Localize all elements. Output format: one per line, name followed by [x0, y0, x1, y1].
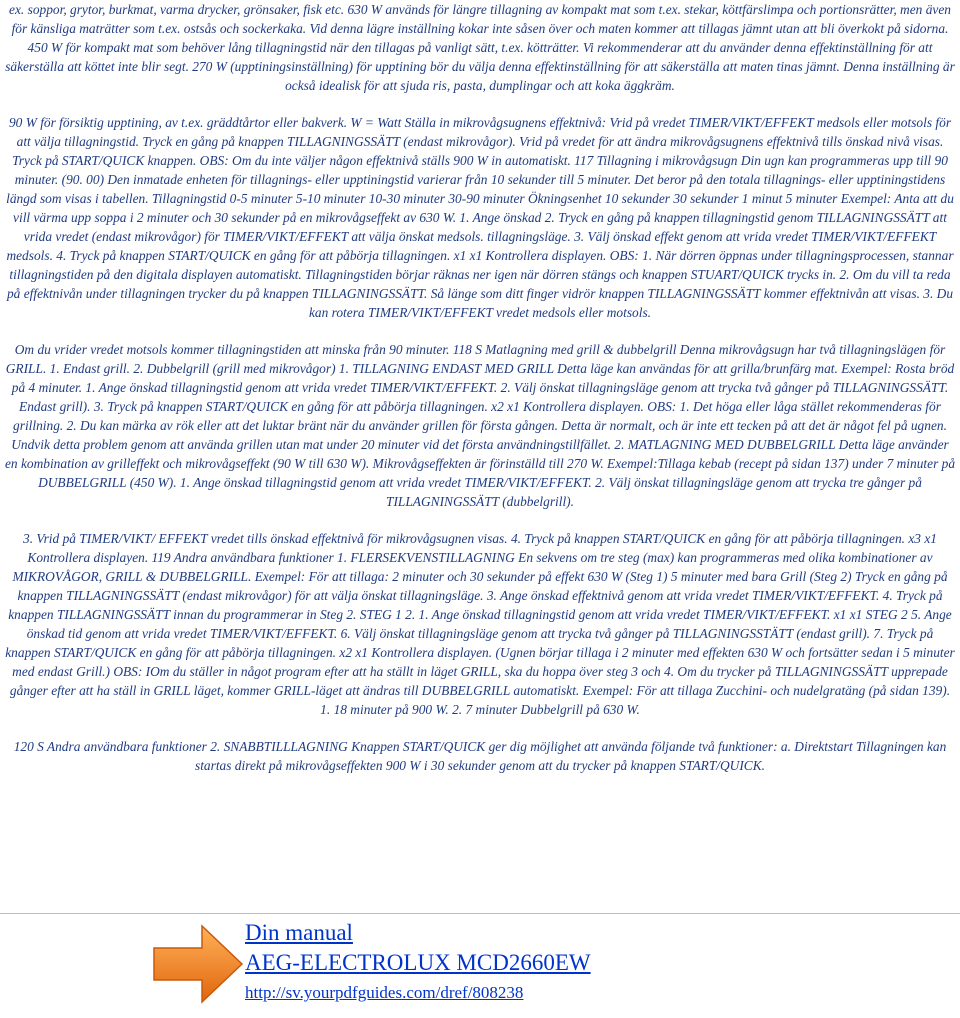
manual-link[interactable]: Din manual — [245, 920, 353, 945]
paragraph-microwave-cooking: 90 W för försiktig upptining, av t.ex. gräddtårtor eller bakverk. W = Watt Ställa in mikrovågsugnens effektnivå: Vrid på vredet TIMER/VIKT/EFFEKT medsols eller motsols för att välja tillagningstid. Tryck en gång på knappen TILLAGNINGSSÄTT (endast mikrovågor). Vrid på vredet för att ändra mikrovågsugnens effektnivå tills önskad nivå visas. Tryck på START/QUICK knappen. OBS: Om du inte väljer någon effektnivå ställs 900 W in automatiskt. 117 Tillagning i mikrovågsugn Din ugn kan programmeras upp till 90 minuter. (90. 00) Den inmatade enheten för tillagnings- eller upptiningstid varierar från 10 sekunder till 5 minuter. Det beror på den totala tillagnings- eller upptiningstidens längd som visas i tabellen. Tillagningstid 0-5 minuter 5-10 minuter 10-30 minuter 30-90 minuter Ökningsenhet 10 sekunder 30 sekunder 1 minut 5 minuter Exempel: Anta att du vill värma upp soppa i 2 minuter och 30 sekunder på en mikrovågseffekt av 630 W. 1. Ange önskad 2. Tryck en gång på knappen tillagningstid genom TILLAGNINGSSÄTT att vrida vredet (endast mikrovågor) för TIMER/VIKT/EFFEKT att välja önskat medsols. tillagningsläge. 3. Välj önskad effekt genom att vrida vredet TIMER/VIKT/EFFEKT medsols. 4. Tryck på knappen START/QUICK en gång för att påbörja tillagningen. x1 x1 Kontrollera displayen. OBS: 1. När dörren öppnas under tillagningsprocessen, stannar tillagningstiden på den digitala displayen automatiskt. Tillagningstiden börjar räknas ner igen när dörren stängs och knappen STUART/QUICK trycks in. 2. Om du vill ta reda på effektnivån under tillagningen trycker du på knappen TILLAGNINGSSÄTT. Så länge som ditt finger vidrör knappen TILLAGNINGSSÄTT kommer effektnivån att visas. 3. Du kan rotera TIMER/VIKT/EFFEKT vredet medsols eller motsols. — [6, 115, 954, 320]
footer — [0, 913, 960, 1018]
download-arrow-icon — [150, 920, 245, 1005]
paragraph-quick-start: 120 S Andra användbara funktioner 2. SNABBTILLLAGNING Knappen START/QUICK ger dig möjlighet att använda följande två funktioner: a. Direktstart Tillagningen kan startas direkt på mikrovågseffekten 900 W i 30 sekunder genom att du trycker på knappen START/QUICK. — [13, 739, 947, 773]
paragraph-power-levels: ex. soppor, grytor, burkmat, varma drycker, grönsaker, fisk etc. 630 W används för längre tillagning av kompakt mat som t.ex. stekar, köttfärslimpa och portionsrätter, men även för känsliga maträtter som t.ex. ostsås och sockerkaka. Vid denna lägre inställning kokar inte såsen över och maten kommer att tillagas jämnt utan att bli överkokt på sidorna. 450 W för kompakt mat som behöver lång tillagningstid när den tillagas på vanligt sätt, t.ex. kötträtter. Vi rekommenderar att du använder denna effektinställning för att säkerställa att köttet inte blir segt. 270 W (upptiningsinställning) för upptining bör du välja denna effektinställning för att säkerställa att maten tinas jämnt. Denna inställning är också idealisk för att sjuda ris, pasta, dumplingar och att koka äggkräm. — [5, 2, 955, 93]
paragraph-multi-sequence: 3. Vrid på TIMER/VIKT/ EFFEKT vredet tills önskad effektnivå för mikrovågsugnen visas. 4. Tryck på knappen START/QUICK en gång för att påbörja tillagningen. x3 x1 Kontrollera displayen. 119 Andra användbara funktioner 1. FLERSEKVENSTILLAGNING En sekvens om tre steg (max) kan programmeras med olika kombinationer av MIKROVÅGOR, GRILL & DUBBELGRILL. Exempel: För att tillaga: 2 minuter och 30 sekunder på effekt 630 W (Steg 1) 5 minuter med bara Grill (Steg 2) Tryck en gång på knappen TILLAGNINGSSÄTT (endast mikrovågor) för att välja önskat tillagningsläge. 3. Ange önskad effektnivå genom att vrida vredet TIMER/VIKT/EFFEKT. 4. Tryck på knappen TILLAGNINGSSÄTT innan du programmerar in Steg 2. STEG 1 2. 1. Ange önskad tillagningstid genom att vrida vredet TIMER/VIKT/EFFEKT. x1 x1 STEG 2 5. Ange önskad tid genom att vrida vredet TIMER/VIKT/EFFEKT. 6. Välj önskat tillagningsläge genom att trycka två gånger på TILLAGNINGSSTÄTT (endast grill). 7. Tryck på knappen START/QUICK en gång för att påbörja tillagningen. x2 x1 Kontrollera displayen. (Ugnen börjar tillaga i 2 minuter med effekten 630 W och fortsätter sedan i 5 minuter med endast Grill.) OBS: IOm du ställer in något program efter att ha ställt in läget GRILL, ska du hoppa över steg 3 och 4. Om du trycker på TILLAGNINGSSÄTT upprepade gånger efter att ha ställ in GRILL läget, kommer GRILL-läget att ändras till DUBBELGRILL automatiskt. Exempel: För att tillaga Zucchini- och nudelgratäng (på sidan 139). 1. 18 minuter på 900 W. 2. 7 minuter Dubbelgrill på 630 W. — [5, 531, 955, 717]
footer-links — [245, 918, 591, 1005]
paragraph-grill-cooking: Om du vrider vredet motsols kommer tillagningstiden att minska från 90 minuter. 118 S Matlagning med grill & dubbelgrill Denna mikrovågsugn har två tillagningslägen för GRILL. 1. Endast grill. 2. Dubbelgrill (grill med mikrovågor) 1. TILLAGNING ENDAST MED GRILL Detta läge kan användas för att grilla/brunfärg mat. Exempel: Rosta bröd på 4 minuter. 1. Ange önskad tillagningstid genom att vrida vredet TIMER/VIKT/EFFEKT. 2. Välj önskat tillagningsläge genom att trycka två gånger på TILLAGNINGSSÄTT. Endast grill). 3. Tryck på knappen START/QUICK en gång för att påbörja tillagningen. x2 x1 Kontrollera displayen. OBS: 1. Det höga eller låga stället rekommenderas för grillning. 2. Du kan märka av rök eller att det luktar bränt när du använder grillen för första gången. Detta är normalt, och är inte ett tecken på att det är något fel på ugnen. Undvik detta problem genom att använda grillen utan mat under 20 minuter vid det första användningstillfället. 2. MATLAGNING MED DUBBELGRILL Detta läge använder en kombination av grilleffekt och mikrovågseffekt (90 W till 630 W). Mikrovågseffekten är förinställd till 270 W. Exempel:Tillaga kebab (recept på sidan 137) under 7 minuter på DUBBELGRILL (450 W). 1. Ange önskad tillagningstid genom att vrida vredet TIMER/VIKT/EFFEKT. 2. Välj önskat tillagningsläge genom att trycka tre gånger på TILLAGNINGSSÄTT (dubbelgrill). — [4, 342, 956, 509]
model-link[interactable]: AEG-ELECTROLUX MCD2660EW — [245, 950, 591, 975]
url-link[interactable]: http://sv.yourpdfguides.com/dref/808238 — [245, 983, 524, 1002]
